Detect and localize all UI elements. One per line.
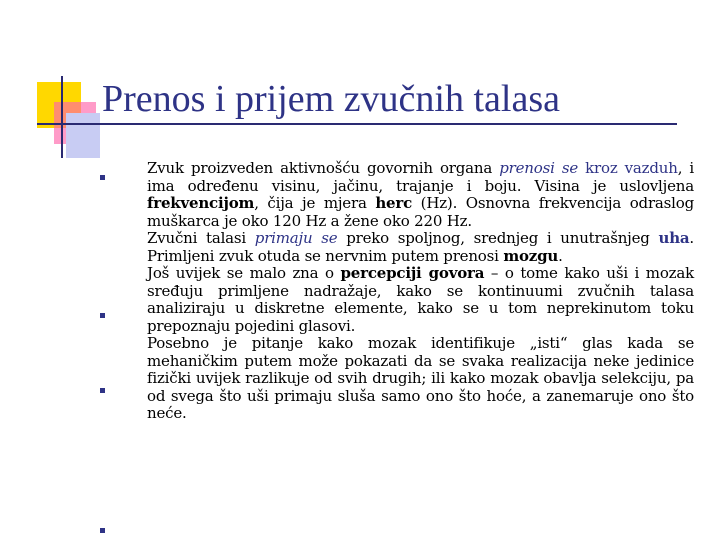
square-bullet-icon xyxy=(100,175,105,180)
bullet-text xyxy=(147,230,694,265)
title-underline xyxy=(37,123,677,125)
slide-title: Prenos i prijem zvučnih talasa xyxy=(102,78,560,120)
text-run: mozgu xyxy=(503,246,559,265)
text-run: Još uvijek se malo zna o xyxy=(147,264,341,282)
text-run: preko spoljnog, srednjeg i unutrašnjeg xyxy=(337,229,659,247)
text-run: – o tome kako uši i mozak sređuju primljene nadražaje, kako se kontinuumi zvučnih talasa analiziraju u diskretne elemente, kako se u tom neprekinutom toku prepoznaju pojedini glasovi. xyxy=(147,264,694,335)
text-run: Zvučni talasi xyxy=(147,229,255,247)
decor-blue-square xyxy=(66,113,100,158)
text-run: uha xyxy=(658,229,690,247)
decor-vertical-line xyxy=(61,76,63,158)
square-bullet-icon xyxy=(100,528,105,533)
text-run: , čija je mjera xyxy=(254,194,376,212)
bullet-item xyxy=(100,230,695,265)
text-run: percepciji govora xyxy=(340,264,485,282)
bullet-item xyxy=(100,265,695,335)
text-run: herc xyxy=(375,194,413,212)
text-run: Zvuk proizveden aktivnošću govornih organa xyxy=(147,159,500,177)
bullet-text xyxy=(147,160,694,230)
text-run: Posebno je pitanje kako mozak identifikuje „isti“ glas kada se mehaničkim putem može pokazati da se svaka realizacija neke jedinice fizički uvijek razlikuje od svih drugih; ili kako mozak obavlja selekciju, pa od svega što uši primaju sluša samo ono što hoće, a zanemaruje ono što neće. xyxy=(147,334,694,422)
text-run: (Hz). Osnovna frekvencija odraslog muškarca je oko 120 Hz a žene oko 220 Hz. xyxy=(147,194,694,230)
text-run: kroz vazduh xyxy=(578,159,678,177)
text-run: primaju se xyxy=(254,229,338,247)
text-run: . Primljeni zvuk otuda se nervnim putem prenosi xyxy=(147,229,694,265)
text-run: frekvencijom xyxy=(147,194,255,212)
bullet-text xyxy=(147,335,694,423)
text-run: prenosi se xyxy=(499,159,578,177)
bullet-text xyxy=(147,265,694,335)
bullet-item xyxy=(100,160,695,230)
bullet-list xyxy=(100,160,695,423)
text-run: . xyxy=(558,246,563,265)
bullet-item xyxy=(100,335,695,423)
text-run: , i ima određenu visinu, jačinu, trajanje i boju. Visina je uslovljena xyxy=(147,159,694,195)
